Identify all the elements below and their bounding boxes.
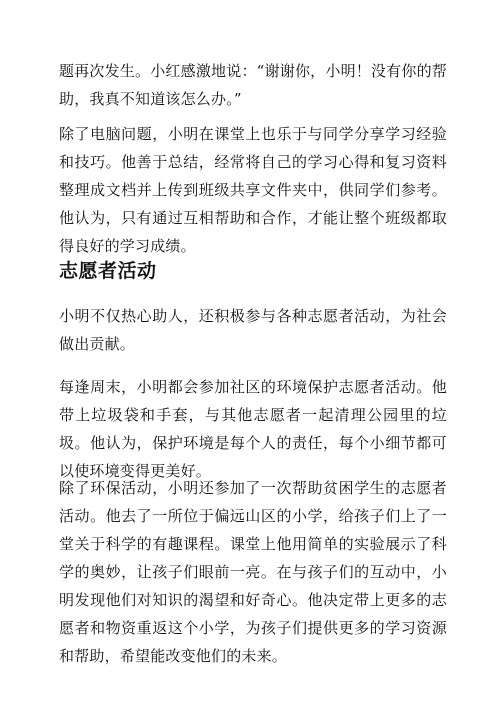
paragraph-study-sharing: 除了电脑问题，小明在课堂上也乐于与同学分享学习经验和技巧。他善于总结，经常将自己的学习心得和复习资料整理成文档并上传到班级共享文件夹中，供同学们参考。他认为，只有通过互相帮助和合作，才能让整个班级都取得良好的学习成绩。 xyxy=(59,125,447,255)
paragraph-environment: 每逢周末，小明都会参加社区的环境保护志愿者活动。他带上垃圾袋和手套，与其他志愿者一起清理公园里的垃圾。他认为，保护环境是每个人的责任，每个小细节都可以使环境变得更美好。 xyxy=(59,378,447,480)
paragraph-volunteer-intro: 小明不仅热心助人，还积极参与各种志愿者活动，为社会做出贡献。 xyxy=(59,307,447,353)
paragraph-poverty-school: 除了环保活动，小明还参加了一次帮助贫困学生的志愿者活动。他去了一所位于偏远山区的小学，给孩子们上了一堂关于科学的有趣课程。课堂上他用简单的实验展示了科学的奥妙，让孩子们眼前一亮。在与孩子们的互动中，小明发现他们对知识的渴望和好奇心。他决定带上更多的志愿者和物资重返这个小学，为孩子们提供更多的学习资源和帮助，希望能改变他们的未来。 xyxy=(59,479,447,665)
section-heading: 志愿者活动 xyxy=(59,260,157,282)
paragraph-continuation: 题再次发生。小红感激地说：“谢谢你，小明！没有你的帮助，我真不知道该怎么办。” xyxy=(59,62,447,108)
